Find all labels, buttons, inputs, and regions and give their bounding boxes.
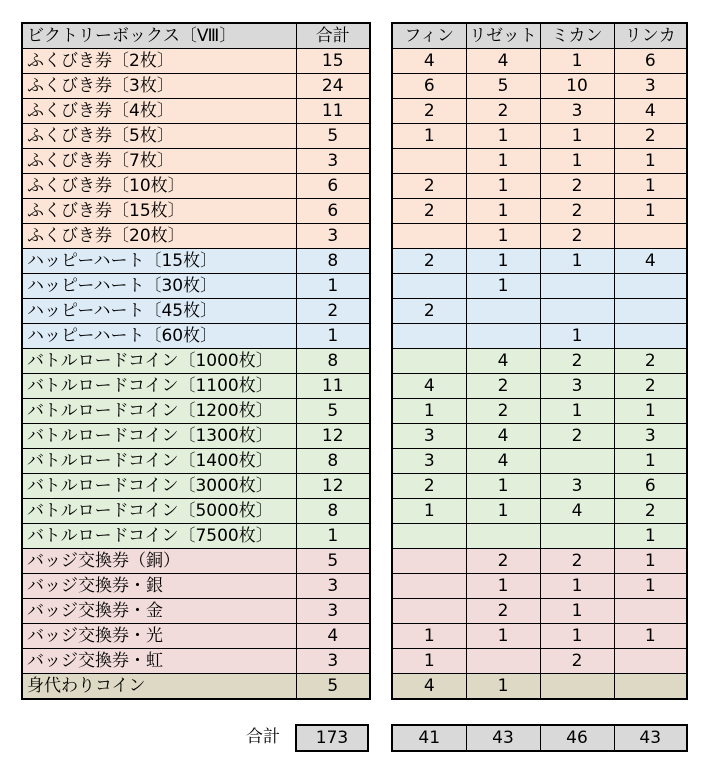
- table-row: [22, 374, 370, 399]
- table-row: [22, 474, 370, 499]
- item-total-cell: 6: [296, 199, 370, 224]
- character-count-cell: 2: [540, 199, 614, 224]
- character-header-lisette: リゼット: [466, 23, 540, 49]
- table-row: [392, 149, 687, 174]
- character-totals-table: [391, 724, 688, 752]
- character-count-cell: [392, 149, 466, 174]
- item-total-cell: 12: [296, 424, 370, 449]
- character-count-cell: [614, 674, 687, 700]
- left-header-row: [22, 23, 370, 49]
- character-count-body: [392, 23, 687, 699]
- character-header-mikan: ミカン: [540, 23, 614, 49]
- table-row: [22, 649, 370, 674]
- character-count-cell: 2: [392, 174, 466, 199]
- character-count-cell: [466, 324, 540, 349]
- table-row: [22, 524, 370, 549]
- character-count-cell: 3: [614, 424, 687, 449]
- character-count-cell: 1: [392, 649, 466, 674]
- character-count-cell: [540, 274, 614, 299]
- character-count-cell: 6: [614, 49, 687, 74]
- character-count-cell: 2: [614, 124, 687, 149]
- character-count-cell: [392, 224, 466, 249]
- item-name-cell: バッジ交換券・虹: [22, 649, 296, 674]
- character-count-cell: 4: [392, 49, 466, 74]
- character-count-cell: 3: [614, 74, 687, 99]
- item-total-cell: 8: [296, 499, 370, 524]
- character-count-cell: 2: [540, 649, 614, 674]
- item-total-cell: 2: [296, 299, 370, 324]
- table-row: [392, 249, 687, 274]
- character-count-cell: 3: [540, 374, 614, 399]
- character-count-cell: 5: [466, 74, 540, 99]
- item-total-cell: 3: [296, 224, 370, 249]
- table-row: [22, 224, 370, 249]
- table-row: [392, 424, 687, 449]
- item-name-cell: ふくびき券〔5枚〕: [22, 124, 296, 149]
- character-count-cell: [392, 549, 466, 574]
- table-row: [22, 299, 370, 324]
- table-row: [22, 74, 370, 99]
- item-total-cell: 3: [296, 149, 370, 174]
- item-name-cell: バッジ交換券・光: [22, 624, 296, 649]
- character-count-cell: 1: [614, 174, 687, 199]
- character-count-cell: 1: [466, 474, 540, 499]
- character-totals-row: [392, 725, 687, 751]
- table-row: [392, 99, 687, 124]
- character-count-cell: 4: [614, 99, 687, 124]
- table-row: [392, 49, 687, 74]
- character-count-cell: 6: [614, 474, 687, 499]
- character-count-cell: 1: [540, 624, 614, 649]
- item-name-cell: ふくびき券〔4枚〕: [22, 99, 296, 124]
- character-count-cell: 4: [466, 49, 540, 74]
- item-total-cell: 5: [296, 124, 370, 149]
- table-row: [392, 124, 687, 149]
- item-name-cell: バトルロードコイン〔1000枚〕: [22, 349, 296, 374]
- character-count-cell: 1: [540, 399, 614, 424]
- character-count-cell: 1: [466, 224, 540, 249]
- character-header-rinka: リンカ: [614, 23, 687, 49]
- table-row: [392, 74, 687, 99]
- table-row: [392, 549, 687, 574]
- character-count-cell: [392, 274, 466, 299]
- item-total-cell: 8: [296, 249, 370, 274]
- item-name-cell: ふくびき券〔3枚〕: [22, 74, 296, 99]
- character-count-cell: 4: [466, 349, 540, 374]
- character-count-cell: 1: [466, 624, 540, 649]
- character-count-cell: 1: [466, 149, 540, 174]
- character-count-cell: 1: [466, 574, 540, 599]
- character-count-cell: 2: [466, 374, 540, 399]
- total-column-header: 合計: [296, 23, 370, 49]
- character-count-cell: 1: [614, 624, 687, 649]
- item-name-cell: ふくびき券〔15枚〕: [22, 199, 296, 224]
- character-count-cell: [392, 349, 466, 374]
- character-count-cell: [540, 299, 614, 324]
- character-count-cell: 4: [614, 249, 687, 274]
- character-count-cell: 4: [466, 424, 540, 449]
- table-row: [22, 249, 370, 274]
- item-name-cell: ふくびき券〔7枚〕: [22, 149, 296, 174]
- item-total-cell: 15: [296, 49, 370, 74]
- item-name-cell: バトルロードコイン〔1400枚〕: [22, 449, 296, 474]
- character-count-cell: [392, 324, 466, 349]
- character-count-cell: 3: [540, 474, 614, 499]
- character-count-cell: 1: [466, 124, 540, 149]
- character-count-cell: 4: [392, 674, 466, 700]
- table-row: [392, 349, 687, 374]
- character-count-cell: 1: [466, 274, 540, 299]
- character-count-cell: 1: [540, 599, 614, 624]
- total-mikan: 46: [540, 725, 614, 751]
- table-row: [392, 474, 687, 499]
- item-name-cell: ふくびき券〔10枚〕: [22, 174, 296, 199]
- character-count-cell: 2: [392, 474, 466, 499]
- item-name-cell: バトルロードコイン〔1200枚〕: [22, 399, 296, 424]
- character-count-cell: [466, 299, 540, 324]
- table-row: [22, 674, 370, 700]
- item-name-cell: ハッピーハート〔30枚〕: [22, 274, 296, 299]
- character-count-cell: 1: [614, 574, 687, 599]
- table-row: [392, 299, 687, 324]
- item-total-cell: 1: [296, 274, 370, 299]
- character-header-fin: フィン: [392, 23, 466, 49]
- character-count-cell: 1: [614, 524, 687, 549]
- table-row: [22, 274, 370, 299]
- item-name-cell: ハッピーハート〔15枚〕: [22, 249, 296, 274]
- item-total-cell: 1: [296, 524, 370, 549]
- item-name-cell: ふくびき券〔20枚〕: [22, 224, 296, 249]
- character-count-cell: 1: [392, 399, 466, 424]
- character-count-cell: 1: [614, 399, 687, 424]
- character-count-cell: [614, 274, 687, 299]
- table-row: [22, 324, 370, 349]
- total-fin: 41: [392, 725, 466, 751]
- table-row: [392, 524, 687, 549]
- character-count-cell: 4: [466, 449, 540, 474]
- table-row: [22, 99, 370, 124]
- item-name-cell: バトルロードコイン〔1300枚〕: [22, 424, 296, 449]
- character-count-cell: [614, 649, 687, 674]
- character-count-cell: [614, 599, 687, 624]
- character-count-cell: 2: [540, 224, 614, 249]
- table-row: [22, 399, 370, 424]
- character-count-cell: 1: [614, 149, 687, 174]
- character-count-cell: 1: [392, 624, 466, 649]
- character-count-cell: 2: [614, 349, 687, 374]
- table-row: [392, 649, 687, 674]
- character-count-cell: 2: [392, 99, 466, 124]
- character-count-cell: [540, 449, 614, 474]
- character-count-cell: 3: [540, 99, 614, 124]
- character-count-cell: 1: [540, 124, 614, 149]
- item-name-cell: 身代わりコイン: [22, 674, 296, 700]
- character-count-cell: 1: [540, 49, 614, 74]
- character-count-cell: 2: [540, 424, 614, 449]
- item-name-cell: ハッピーハート〔45枚〕: [22, 299, 296, 324]
- character-count-cell: 3: [392, 424, 466, 449]
- character-count-cell: 2: [540, 549, 614, 574]
- item-total-cell: 6: [296, 174, 370, 199]
- table-row: [392, 174, 687, 199]
- character-count-cell: 2: [466, 99, 540, 124]
- item-total-table: [21, 22, 371, 700]
- table-row: [22, 499, 370, 524]
- character-count-cell: 4: [540, 499, 614, 524]
- character-count-cell: 1: [540, 149, 614, 174]
- table-row: [392, 374, 687, 399]
- item-total-cell: 8: [296, 449, 370, 474]
- character-count-cell: 1: [540, 249, 614, 274]
- character-count-cell: [540, 674, 614, 700]
- character-count-cell: 2: [466, 599, 540, 624]
- character-count-cell: 1: [392, 124, 466, 149]
- table-row: [22, 199, 370, 224]
- table-row: [392, 449, 687, 474]
- character-count-cell: [392, 599, 466, 624]
- table-row: [392, 574, 687, 599]
- table-row: [22, 449, 370, 474]
- table-row: [22, 624, 370, 649]
- table-row: [22, 574, 370, 599]
- item-total-cell: 5: [296, 674, 370, 700]
- character-count-cell: 2: [540, 349, 614, 374]
- character-count-cell: [540, 524, 614, 549]
- character-count-cell: 1: [466, 674, 540, 700]
- item-total-cell: 11: [296, 99, 370, 124]
- character-count-cell: 2: [614, 374, 687, 399]
- table-row: [392, 324, 687, 349]
- grand-total-table: [295, 724, 369, 752]
- grand-total-row: [296, 725, 368, 751]
- item-name-cell: バトルロードコイン〔5000枚〕: [22, 499, 296, 524]
- item-total-cell: 11: [296, 374, 370, 399]
- item-total-cell: 3: [296, 599, 370, 624]
- character-count-cell: 4: [392, 374, 466, 399]
- character-count-cell: 2: [466, 399, 540, 424]
- table-row: [22, 599, 370, 624]
- table-row: [22, 549, 370, 574]
- character-count-cell: [466, 524, 540, 549]
- table-row: [22, 349, 370, 374]
- item-name-cell: ふくびき券〔2枚〕: [22, 49, 296, 74]
- item-total-cell: 1: [296, 324, 370, 349]
- item-name-cell: バトルロードコイン〔1100枚〕: [22, 374, 296, 399]
- table-row: [22, 424, 370, 449]
- character-count-cell: 2: [392, 249, 466, 274]
- item-total-cell: 3: [296, 574, 370, 599]
- character-count-cell: [614, 224, 687, 249]
- table-row: [392, 599, 687, 624]
- character-count-cell: 3: [392, 449, 466, 474]
- character-count-cell: 1: [392, 499, 466, 524]
- item-name-cell: バッジ交換券・銀: [22, 574, 296, 599]
- character-count-cell: 1: [614, 199, 687, 224]
- table-row: [22, 174, 370, 199]
- item-total-cell: 5: [296, 549, 370, 574]
- table-row: [392, 674, 687, 700]
- character-count-cell: 1: [614, 449, 687, 474]
- character-count-cell: 2: [392, 299, 466, 324]
- item-name-cell: バトルロードコイン〔3000枚〕: [22, 474, 296, 499]
- table-row: [22, 49, 370, 74]
- character-count-cell: [614, 299, 687, 324]
- character-count-cell: 1: [466, 199, 540, 224]
- character-count-cell: 10: [540, 74, 614, 99]
- character-count-cell: [466, 649, 540, 674]
- character-count-cell: 2: [540, 174, 614, 199]
- item-name-cell: バッジ交換券（銅）: [22, 549, 296, 574]
- table-row: [392, 399, 687, 424]
- character-count-cell: 2: [392, 199, 466, 224]
- table-row: [392, 199, 687, 224]
- character-count-cell: 2: [614, 499, 687, 524]
- item-total-cell: 12: [296, 474, 370, 499]
- character-count-cell: 1: [540, 574, 614, 599]
- table-row: [392, 274, 687, 299]
- character-count-cell: 1: [466, 499, 540, 524]
- total-rinka: 43: [614, 725, 687, 751]
- total-lisette: 43: [466, 725, 540, 751]
- grand-total-label: 合計: [246, 727, 280, 747]
- item-total-body: [22, 23, 370, 699]
- table-row: [22, 124, 370, 149]
- character-count-cell: 1: [614, 549, 687, 574]
- character-count-cell: 1: [466, 174, 540, 199]
- table-row: [22, 149, 370, 174]
- item-total-cell: 24: [296, 74, 370, 99]
- character-count-cell: 1: [540, 324, 614, 349]
- character-count-cell: [392, 524, 466, 549]
- item-name-cell: バッジ交換券・金: [22, 599, 296, 624]
- grand-total-value: 173: [296, 725, 368, 751]
- item-total-cell: 3: [296, 649, 370, 674]
- character-count-cell: [614, 324, 687, 349]
- table-row: [392, 624, 687, 649]
- character-count-cell: [392, 574, 466, 599]
- item-total-cell: 5: [296, 399, 370, 424]
- item-total-cell: 8: [296, 349, 370, 374]
- item-name-cell: バトルロードコイン〔7500枚〕: [22, 524, 296, 549]
- character-count-cell: 2: [466, 549, 540, 574]
- character-count-table: [391, 22, 688, 700]
- table-title: ビクトリーボックス〔Ⅷ〕: [22, 23, 296, 49]
- right-header-row: [392, 23, 687, 49]
- character-count-cell: 6: [392, 74, 466, 99]
- table-row: [392, 499, 687, 524]
- table-row: [392, 224, 687, 249]
- item-total-cell: 4: [296, 624, 370, 649]
- character-count-cell: 1: [466, 249, 540, 274]
- item-name-cell: ハッピーハート〔60枚〕: [22, 324, 296, 349]
